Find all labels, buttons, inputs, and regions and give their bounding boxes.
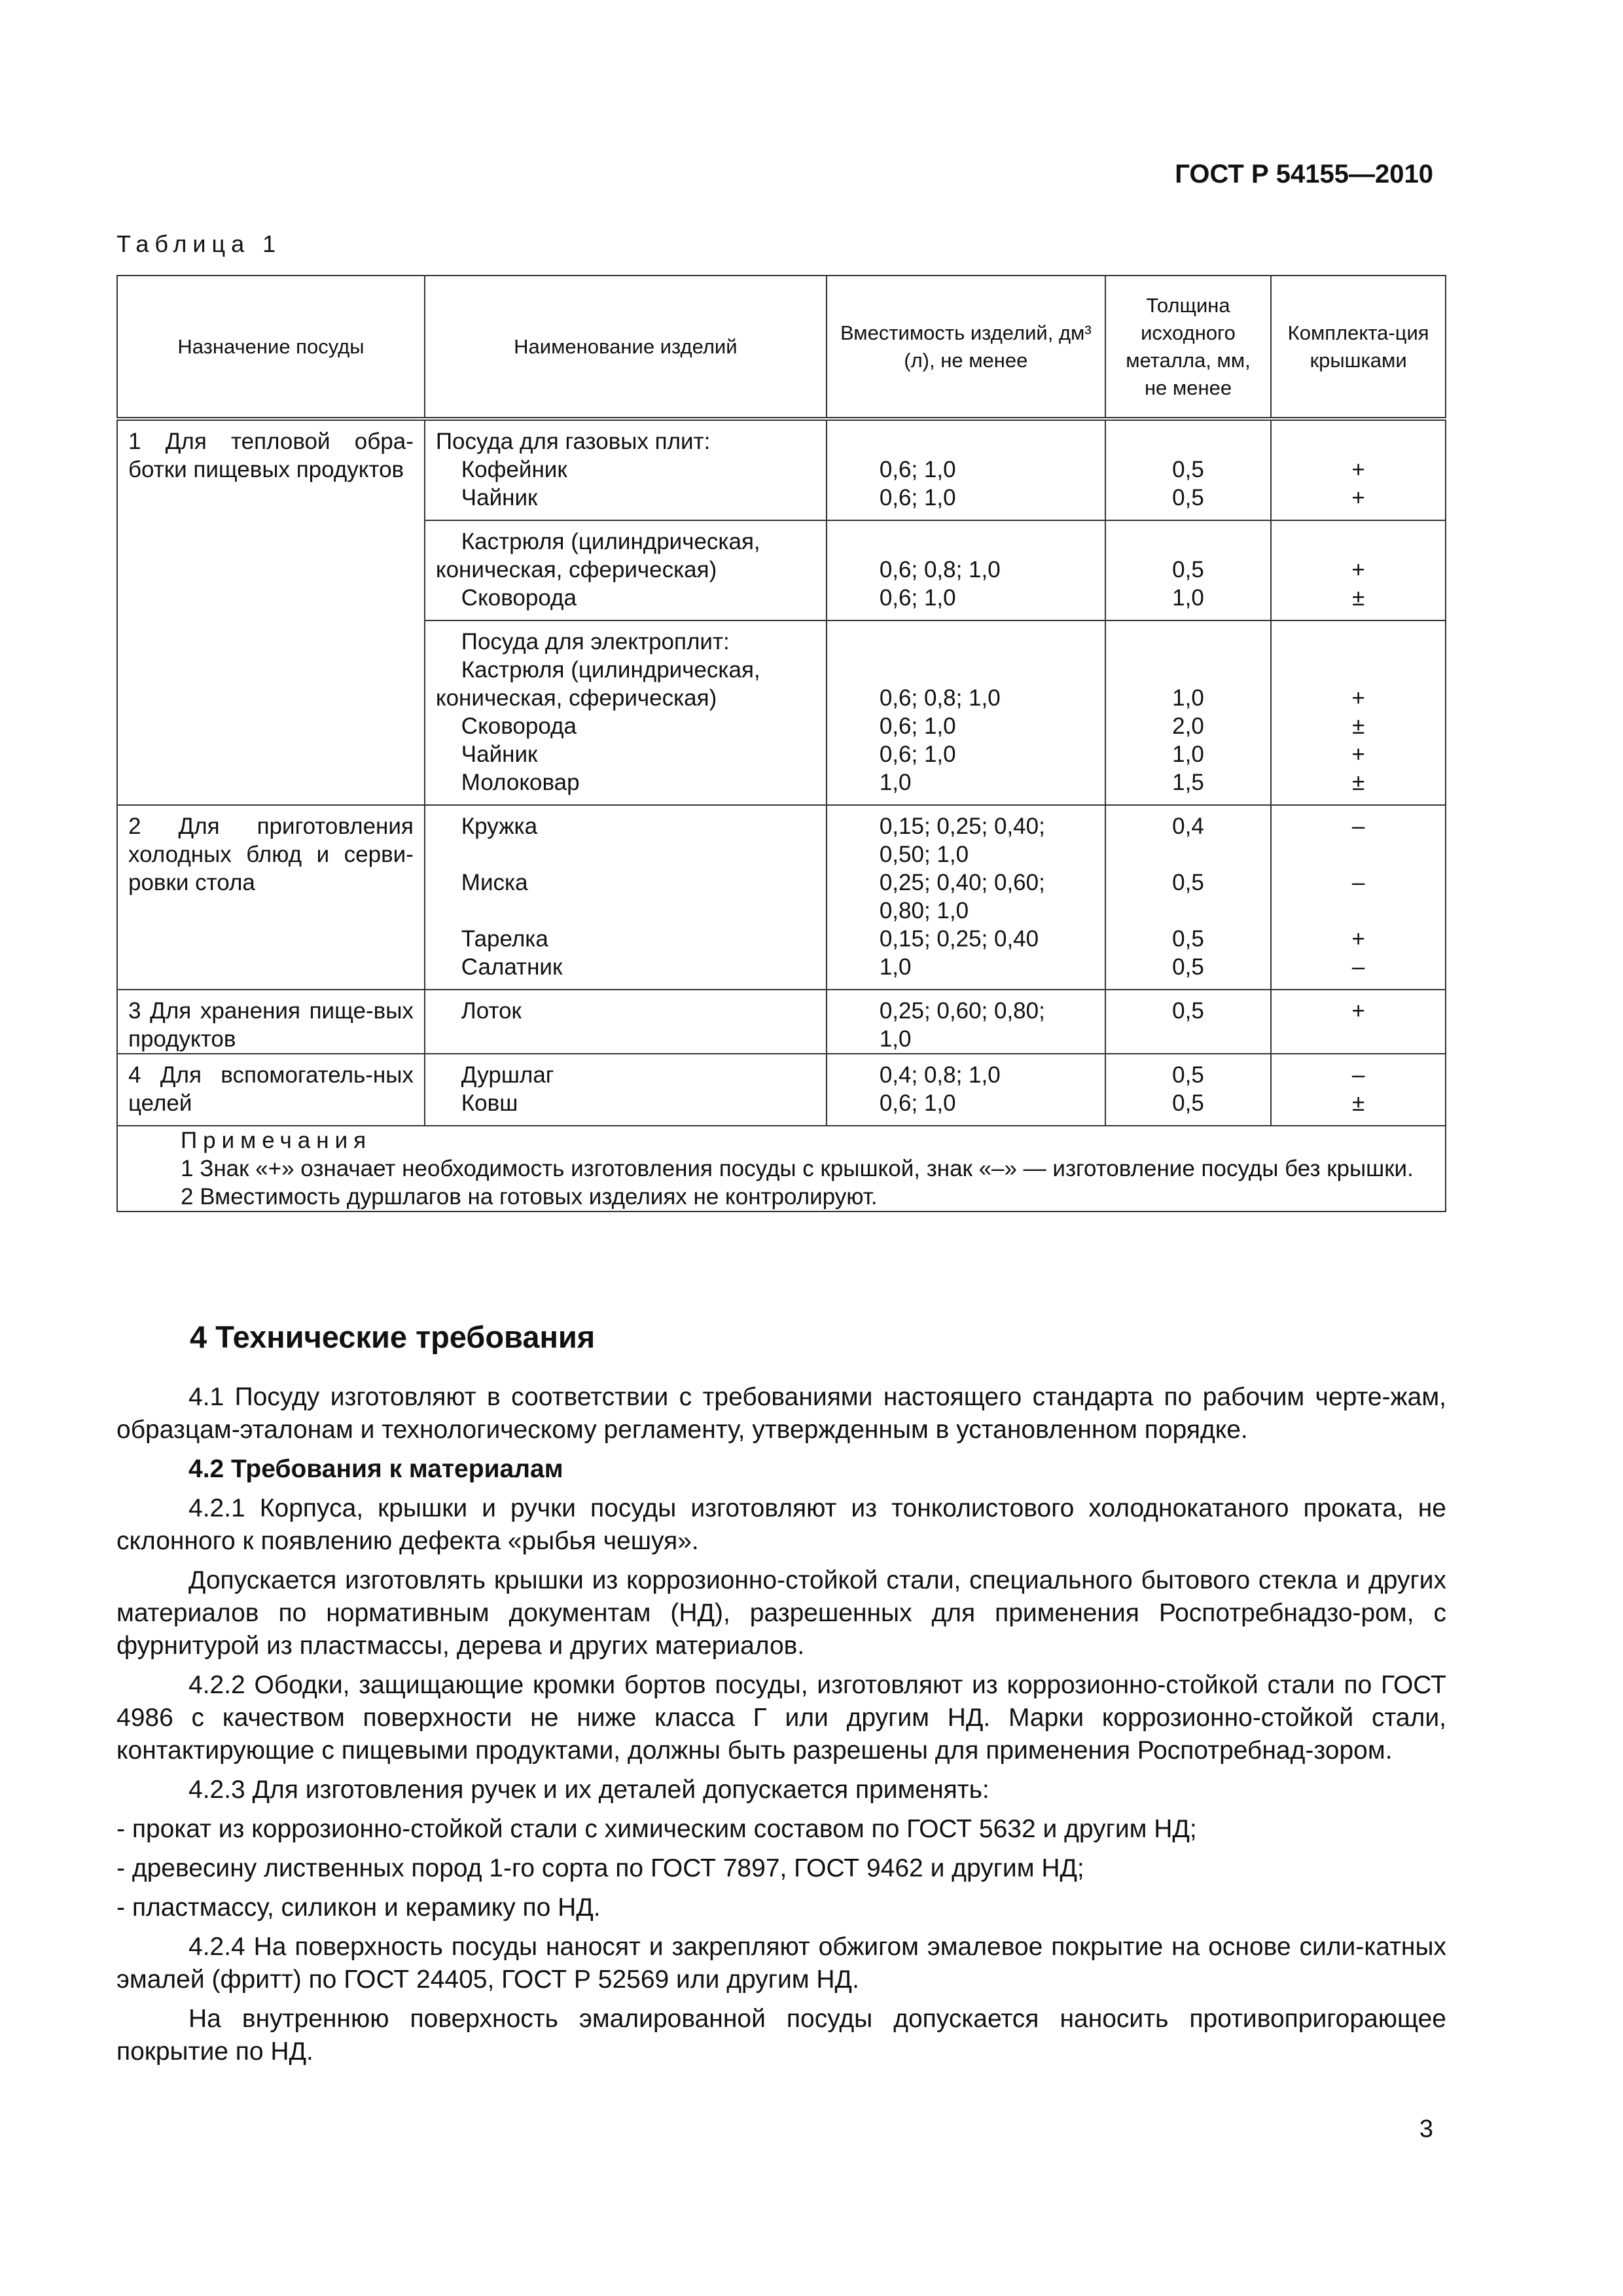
purpose-cell: 3 Для хранения пище-вых продуктов (117, 990, 425, 1054)
col-capacity-header: Вместимость изделий, дм³ (л), не менее (827, 276, 1105, 419)
capacity-cell: 0,4; 0,8; 1,0 0,6; 1,0 (827, 1054, 1105, 1126)
lid-cell: + + (1271, 419, 1446, 520)
capacity-cell: 0,6; 0,8; 1,0 0,6; 1,0 (827, 520, 1105, 620)
paragraph: 4.2.2 Ободки, защищающие кромки бортов посуды, изготовляют из коррозионно-стойкой стали по ГОСТ 4986 с качеством поверхности не ниже класса Г или другим НД. Марки коррозионно-стойкой стали, контактирующие с пищевыми продуктами, должны быть разрешены для применения Роспотребнад-зором. (116, 1671, 1446, 1765)
names-cell: Кружка Миска Тарелка Салатник (425, 805, 827, 990)
col-thickness-header: Толщина исходного металла, мм, не менее (1105, 276, 1271, 419)
thickness-cell: 0,5 0,5 (1105, 419, 1271, 520)
paragraph: 4.1 Посуду изготовляют в соответствии с требованиями настоящего стандарта по рабочим черте-жам, образцам-эталонам и технологическому регламенту, утвержденным в установленном порядке. (116, 1383, 1446, 1444)
lid-cell: + ± (1271, 520, 1446, 620)
capacity-cell: 0,25; 0,60; 0,80; 1,0 (827, 990, 1105, 1054)
purpose-cell: 4 Для вспомогатель-ных целей (117, 1054, 425, 1126)
lid-cell: – ± (1271, 1054, 1446, 1126)
paragraph: На внутреннюю поверхность эмалированной посуды допускается наносить противопригорающее покрытие по НД. (116, 2005, 1446, 2066)
note-item: 2 Вместимость дуршлагов на готовых изделиях не контролируют. (181, 1184, 878, 1210)
purpose-cell: 1 Для тепловой обра-ботки пищевых продуктов (117, 419, 425, 805)
table-row (117, 805, 1446, 990)
table-row (117, 419, 1446, 520)
page-number: 3 (1419, 2115, 1433, 2143)
table-header-row (117, 276, 1446, 419)
section-title: 4 Технические требования (190, 1319, 596, 1354)
notes-title: Примечания (181, 1128, 372, 1153)
table-1 (116, 275, 1446, 1212)
list-item: - пластмассу, силикон и керамику по НД. (116, 1893, 601, 1922)
thickness-cell: 0,5 0,5 (1105, 1054, 1271, 1126)
subsection-title: 4.2 Требования к материалам (188, 1455, 563, 1483)
paragraph: Допускается изготовлять крышки из коррозионно-стойкой стали, специального бытового стекла и других материалов по нормативным документам (НД), разрешенных для применения Роспотребнадзо-ром, с фурнитурой из пластмассы, дерева и других материалов. (116, 1566, 1446, 1660)
thickness-cell: 0,4 0,5 0,5 0,5 (1105, 805, 1271, 990)
table-notes-row (117, 1126, 1446, 1211)
col-name-header: Наименование изделий (425, 276, 827, 419)
table-row (117, 990, 1446, 1054)
document-code: ГОСТ Р 54155—2010 (1175, 160, 1433, 188)
table-notes (117, 1126, 1446, 1211)
thickness-cell: 0,5 1,0 (1105, 520, 1271, 620)
thickness-cell: 0,5 (1105, 990, 1271, 1054)
names-cell: Лоток (425, 990, 827, 1054)
capacity-cell: 0,6; 1,0 0,6; 1,0 (827, 419, 1105, 520)
names-cell: Посуда для газовых плит: Кофейник Чайник (425, 419, 827, 520)
paragraph: 4.2.4 На поверхность посуды наносят и закрепляют обжигом эмалевое покрытие на основе сили-катных эмалей (фритт) по ГОСТ 24405, ГОСТ Р 52569 или другим НД. (116, 1933, 1446, 1994)
list-item: - прокат из коррозионно-стойкой стали с химическим составом по ГОСТ 5632 и другим НД; (116, 1815, 1197, 1843)
purpose-cell: 2 Для приготовления холодных блюд и серви-ровки стола (117, 805, 425, 990)
col-lids-header: Комплекта-ция крышками (1271, 276, 1446, 419)
table-caption: Таблица 1 (116, 230, 282, 257)
names-cell: Кастрюля (цилиндрическая, коническая, сферическая) Сковорода (425, 520, 827, 620)
capacity-cell: 0,15; 0,25; 0,40; 0,50; 1,0 0,25; 0,40; 0,60; 0,80; 1,0 0,15; 0,25; 0,40 1,0 (827, 805, 1105, 990)
paragraph: 4.2.3 Для изготовления ручек и их деталей допускается применять: (188, 1776, 990, 1804)
note-item: 1 Знак «+» означает необходимость изготовления посуды с крышкой, знак «–» — изготовление посуды без крышки. (181, 1156, 1414, 1181)
thickness-cell: 1,0 2,0 1,0 1,5 (1105, 620, 1271, 805)
lid-cell: + (1271, 990, 1446, 1054)
section-body (116, 1381, 1446, 2075)
col-purpose-header: Назначение посуды (117, 276, 425, 419)
list-item: - древесину лиственных пород 1-го сорта по ГОСТ 7897, ГОСТ 9462 и другим НД; (116, 1854, 1084, 1882)
names-cell: Посуда для электроплит: Кастрюля (цилиндрическая, коническая, сферическая) Сковорода Чайник Молоковар (425, 620, 827, 805)
paragraph: 4.2.1 Корпуса, крышки и ручки посуды изготовляют из тонколистового холоднокатаного проката, не склонного к появлению дефекта «рыбья чешуя». (116, 1494, 1446, 1555)
names-cell: Дуршлаг Ковш (425, 1054, 827, 1126)
lid-cell: + ± + ± (1271, 620, 1446, 805)
capacity-cell: 0,6; 0,8; 1,0 0,6; 1,0 0,6; 1,0 1,0 (827, 620, 1105, 805)
lid-cell: – – + – (1271, 805, 1446, 990)
table-row (117, 1054, 1446, 1126)
